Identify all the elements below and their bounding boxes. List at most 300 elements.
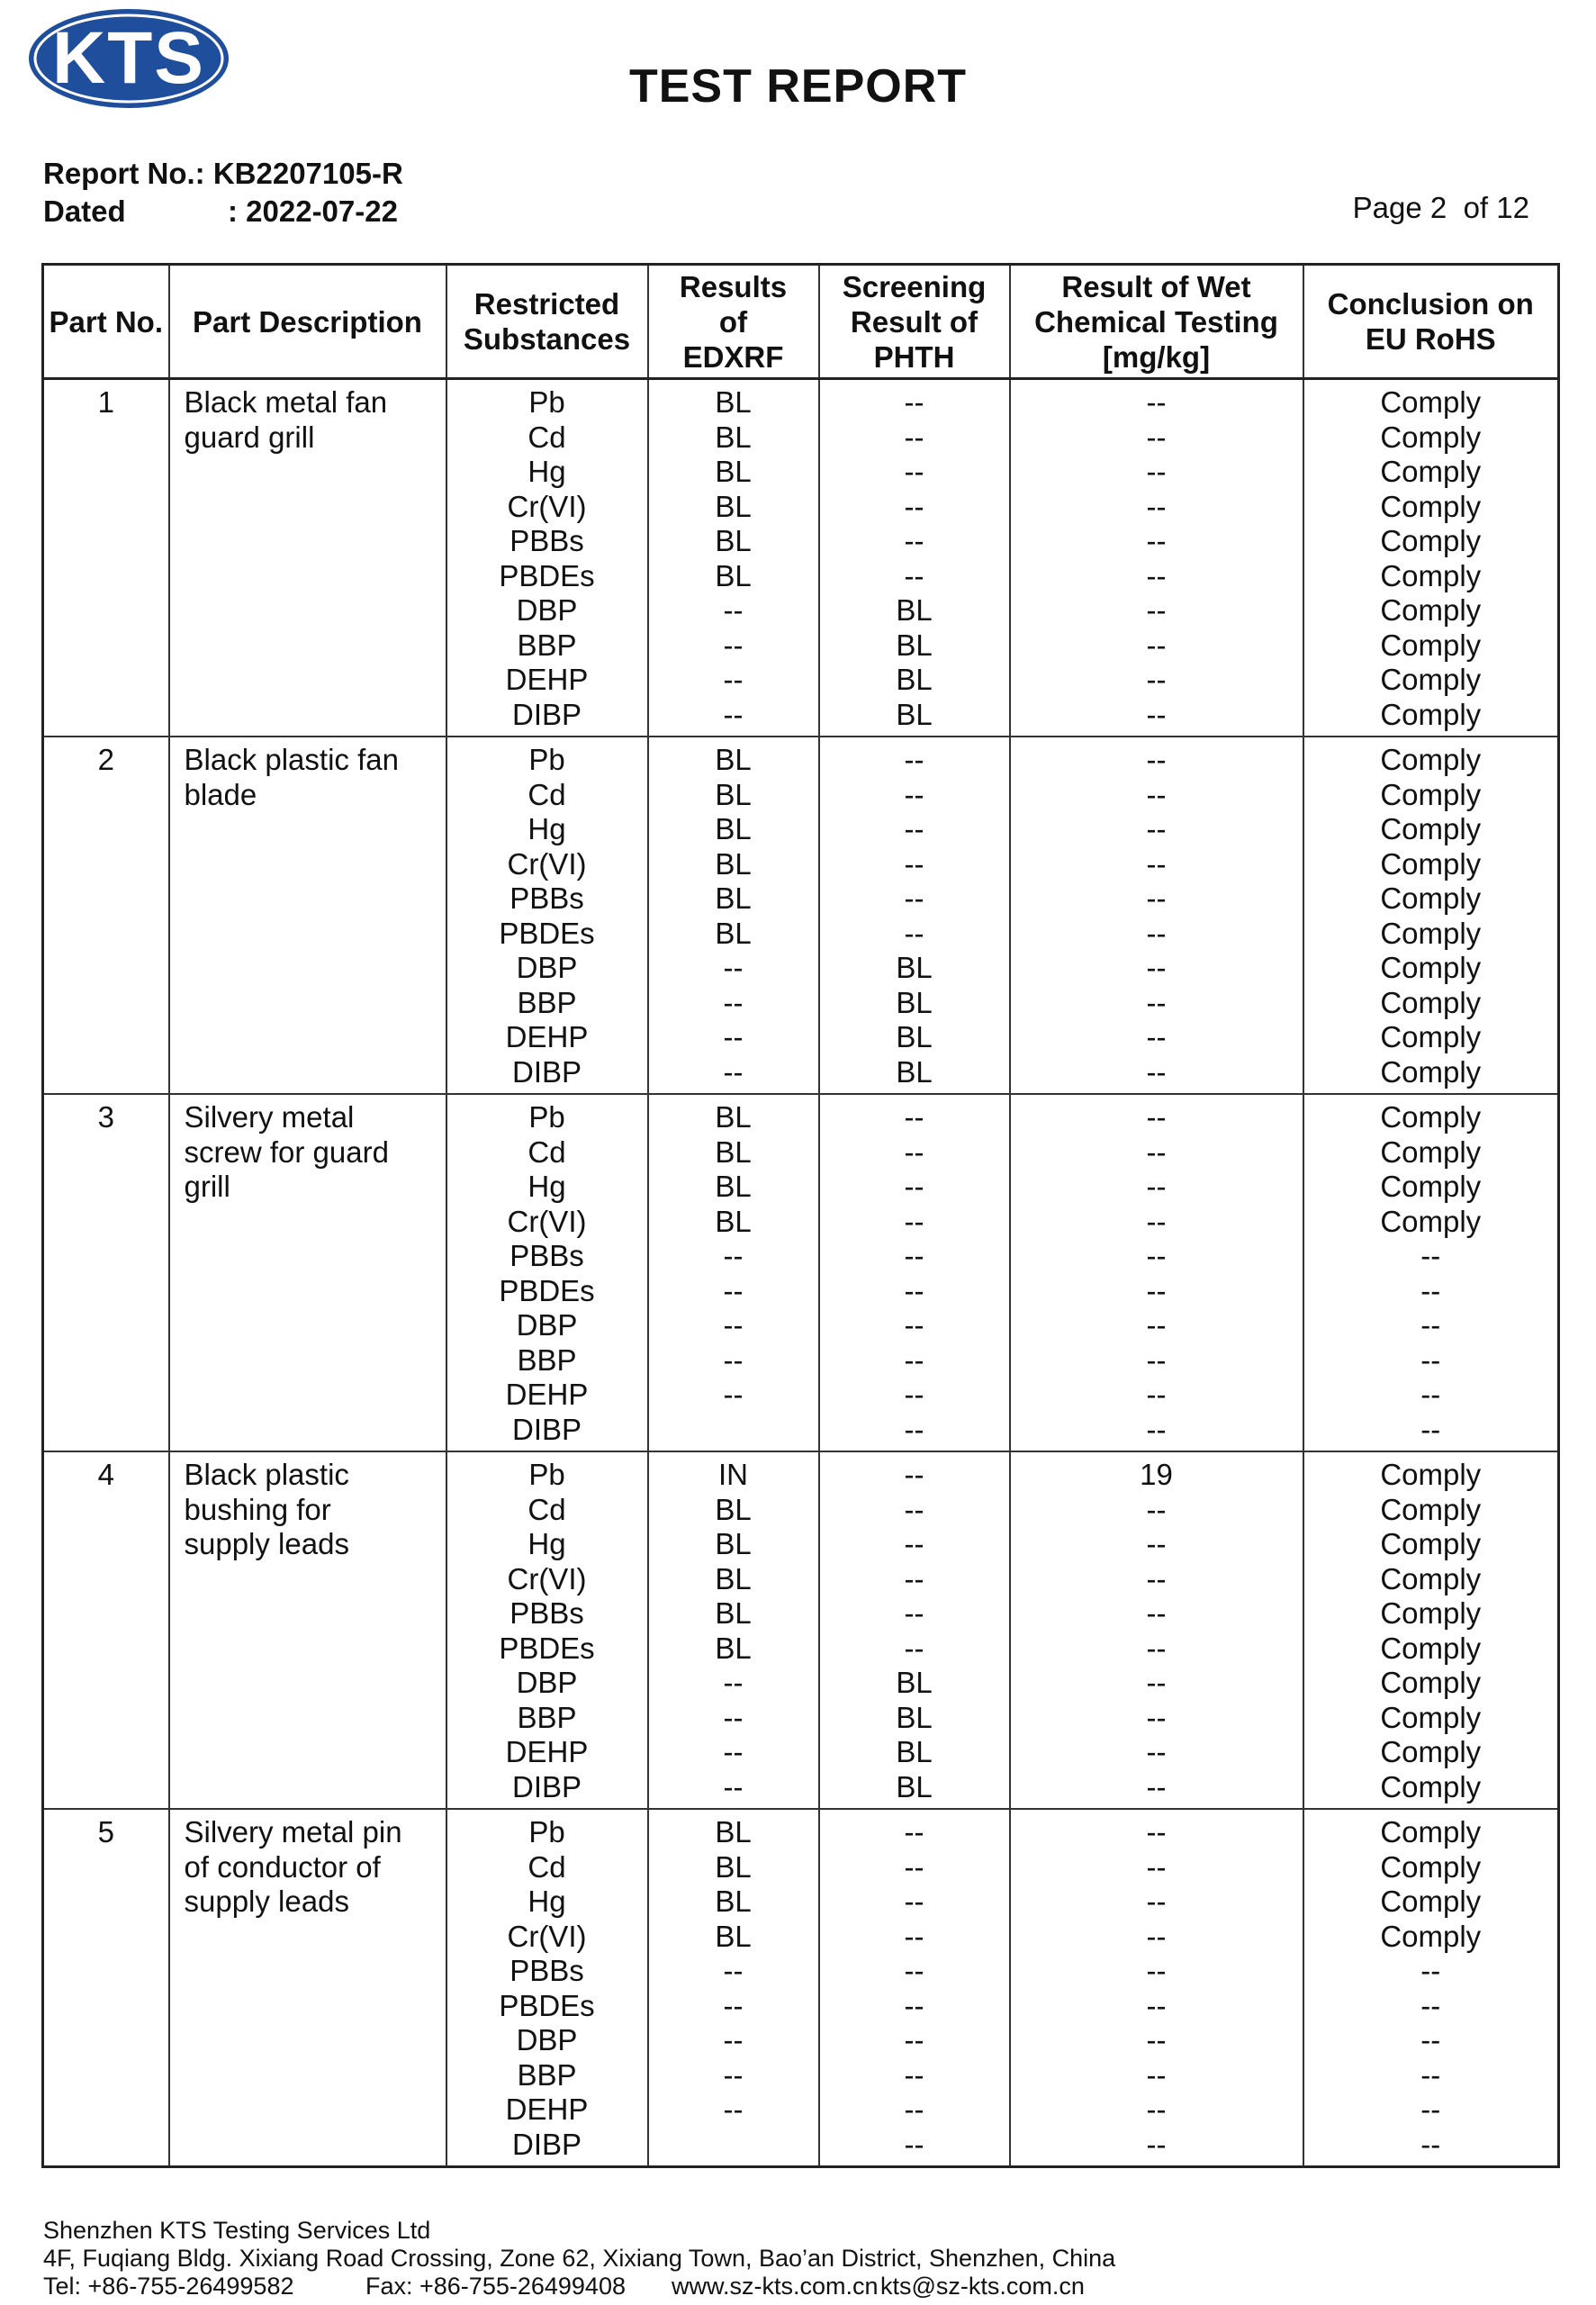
page-of: of bbox=[1463, 191, 1489, 224]
page-label: Page bbox=[1352, 191, 1422, 224]
phth-result: BL bbox=[896, 1054, 933, 1089]
edxrf-result: BL bbox=[715, 881, 752, 915]
part-no-cell: 4 bbox=[43, 1451, 169, 1809]
edxrf-result: BL bbox=[715, 1527, 752, 1560]
conclusion: Comply bbox=[1380, 593, 1482, 627]
dated-value: : 2022-07-22 bbox=[228, 194, 398, 228]
phth-result: -- bbox=[904, 777, 924, 811]
substance: DBP bbox=[516, 951, 578, 984]
conclusion: Comply bbox=[1380, 628, 1482, 662]
phth-result: -- bbox=[904, 1378, 924, 1411]
col-header-restricted-substances: Restricted Substances bbox=[446, 265, 648, 379]
substance: BBP bbox=[517, 1700, 577, 1734]
wet-chem-result: -- bbox=[1146, 743, 1167, 776]
conclusion: Comply bbox=[1380, 697, 1482, 731]
substance: DEHP bbox=[505, 1378, 589, 1411]
phth-result: -- bbox=[904, 455, 924, 488]
wet-chem-result: -- bbox=[1146, 1666, 1167, 1699]
phth-result: -- bbox=[904, 881, 924, 915]
edxrf-result: -- bbox=[723, 951, 744, 984]
wet-chem-result: -- bbox=[1146, 1239, 1167, 1272]
edxrf-result: -- bbox=[723, 1954, 744, 1987]
phth-result: -- bbox=[904, 385, 924, 419]
wet-chem-result: -- bbox=[1146, 2093, 1167, 2126]
wet-chem-result: -- bbox=[1146, 1700, 1167, 1734]
edxrf-result: -- bbox=[723, 697, 744, 731]
wet-chem-result: -- bbox=[1146, 1273, 1167, 1307]
substance-cell bbox=[446, 1809, 648, 2167]
substance: DBP bbox=[516, 2023, 578, 2056]
substance-cell bbox=[446, 1451, 648, 1809]
wet-chem-result: -- bbox=[1146, 812, 1167, 845]
conclusion: Comply bbox=[1380, 558, 1482, 592]
wet-chem-result: -- bbox=[1146, 1100, 1167, 1134]
wet-chem-result: -- bbox=[1146, 593, 1167, 627]
substance: PBBs bbox=[509, 524, 584, 557]
phth-result-cell bbox=[819, 1094, 1010, 1451]
conclusion: Comply bbox=[1380, 1020, 1482, 1053]
substance: Hg bbox=[527, 1170, 566, 1203]
substance: BBP bbox=[517, 985, 577, 1019]
phth-result: BL bbox=[896, 985, 933, 1019]
phth-result: -- bbox=[904, 1342, 924, 1377]
table-row bbox=[43, 379, 1559, 737]
part-description-line: Silvery metal bbox=[184, 1100, 355, 1134]
conclusion: -- bbox=[1420, 1308, 1441, 1342]
col-header-conclusion: Conclusion on EU RoHS bbox=[1303, 265, 1559, 379]
wet-chem-result: -- bbox=[1146, 2057, 1167, 2092]
edxrf-result: BL bbox=[715, 524, 752, 557]
substance: Pb bbox=[528, 385, 565, 419]
edxrf-result: -- bbox=[723, 2057, 744, 2092]
edxrf-result: BL bbox=[715, 1170, 752, 1203]
phth-result: -- bbox=[904, 916, 924, 950]
conclusion: Comply bbox=[1380, 1735, 1482, 1768]
substance: DIBP bbox=[511, 1769, 582, 1803]
wet-chem-result: -- bbox=[1146, 1735, 1167, 1768]
edxrf-result-cell bbox=[648, 379, 819, 737]
wet-chem-result: -- bbox=[1146, 1378, 1167, 1411]
table-row bbox=[43, 1809, 1559, 2167]
substance: DEHP bbox=[505, 1020, 589, 1053]
footer-address: 4F, Fuqiang Bldg. Xixiang Road Crossing, Zone 62, Xixiang Town, Bao’an District, Shenzhen, China bbox=[43, 2245, 1116, 2272]
conclusion: Comply bbox=[1380, 1596, 1482, 1630]
phth-result-cell bbox=[819, 379, 1010, 737]
part-description-cell bbox=[169, 1451, 446, 1809]
conclusion: -- bbox=[1420, 1988, 1441, 2022]
edxrf-result: BL bbox=[715, 1204, 752, 1238]
edxrf-result: -- bbox=[723, 1273, 744, 1307]
substance: Cr(VI) bbox=[507, 846, 587, 881]
conclusion: Comply bbox=[1380, 1204, 1482, 1238]
wet-chem-result: -- bbox=[1146, 455, 1167, 488]
conclusion: Comply bbox=[1380, 1458, 1482, 1491]
edxrf-result: BL bbox=[715, 1631, 752, 1665]
edxrf-result: -- bbox=[723, 1378, 744, 1411]
phth-result: BL bbox=[896, 1020, 933, 1053]
wet-chem-result: -- bbox=[1146, 846, 1167, 881]
conclusion: Comply bbox=[1380, 1919, 1482, 1953]
conclusion: Comply bbox=[1380, 1815, 1482, 1849]
col-header-phth: Screening Result of PHTH bbox=[819, 265, 1010, 379]
wet-chem-result: -- bbox=[1146, 1527, 1167, 1560]
conclusion: Comply bbox=[1380, 1700, 1482, 1734]
substance: Cr(VI) bbox=[507, 1204, 587, 1238]
part-description-cell bbox=[169, 379, 446, 737]
substance: PBDEs bbox=[499, 916, 595, 950]
phth-result: BL bbox=[896, 593, 933, 627]
edxrf-result: BL bbox=[715, 1596, 752, 1630]
phth-result: -- bbox=[904, 743, 924, 776]
part-description-line: bushing for bbox=[184, 1492, 331, 1526]
wet-chem-result: -- bbox=[1146, 1020, 1167, 1053]
edxrf-result: BL bbox=[715, 489, 752, 523]
conclusion: Comply bbox=[1380, 385, 1482, 419]
edxrf-result: -- bbox=[723, 985, 744, 1019]
edxrf-result: BL bbox=[715, 1492, 752, 1526]
substance: Hg bbox=[527, 1527, 566, 1560]
substance: DIBP bbox=[511, 697, 582, 731]
edxrf-result-cell bbox=[648, 1809, 819, 2167]
page-total: 12 bbox=[1496, 191, 1529, 224]
part-description-line: screw for guard bbox=[184, 1134, 389, 1169]
wet-chem-result: -- bbox=[1146, 385, 1167, 419]
footer-email-link[interactable]: kts@sz-kts.com.cn bbox=[880, 2273, 1085, 2300]
substance: Cd bbox=[527, 1134, 566, 1169]
wet-chem-result: -- bbox=[1146, 1308, 1167, 1342]
substance: DIBP bbox=[511, 1054, 582, 1089]
substance: PBDEs bbox=[499, 1631, 595, 1665]
substance: PBBs bbox=[509, 1239, 584, 1272]
conclusion: Comply bbox=[1380, 1769, 1482, 1803]
col-header-part-no: Part No. bbox=[43, 265, 169, 379]
edxrf-result: -- bbox=[723, 1988, 744, 2022]
wet-chem-result: -- bbox=[1146, 2127, 1167, 2161]
substance: Cr(VI) bbox=[507, 1919, 587, 1953]
part-description-line: guard grill bbox=[184, 420, 315, 454]
conclusion: Comply bbox=[1380, 420, 1482, 454]
phth-result: -- bbox=[904, 1204, 924, 1238]
part-description-cell bbox=[169, 1094, 446, 1451]
phth-result: BL bbox=[896, 1769, 933, 1803]
conclusion: Comply bbox=[1380, 743, 1482, 776]
conclusion: Comply bbox=[1380, 455, 1482, 488]
wet-chem-result: 19 bbox=[1140, 1458, 1173, 1491]
substance: Cd bbox=[527, 420, 566, 454]
conclusion: -- bbox=[1420, 1273, 1441, 1307]
wet-chem-result: -- bbox=[1146, 1815, 1167, 1849]
phth-result: -- bbox=[904, 1954, 924, 1987]
conclusion: Comply bbox=[1380, 1561, 1482, 1595]
substance: DIBP bbox=[511, 2127, 582, 2161]
part-description-line: Black plastic fan bbox=[184, 743, 399, 776]
wet-chem-result-cell bbox=[1010, 1094, 1303, 1451]
wet-chem-result: -- bbox=[1146, 2023, 1167, 2056]
substance: DIBP bbox=[511, 1412, 582, 1446]
substance: BBP bbox=[517, 1342, 577, 1377]
edxrf-result-cell bbox=[648, 1451, 819, 1809]
edxrf-result: BL bbox=[715, 743, 752, 776]
wet-chem-result: -- bbox=[1146, 1885, 1167, 1918]
substance: Cr(VI) bbox=[507, 1561, 587, 1595]
table-row bbox=[43, 1451, 1559, 1809]
phth-result-cell bbox=[819, 1451, 1010, 1809]
phth-result: BL bbox=[896, 951, 933, 984]
substance: DBP bbox=[516, 1308, 578, 1342]
wet-chem-result: -- bbox=[1146, 489, 1167, 523]
conclusion: Comply bbox=[1380, 524, 1482, 557]
phth-result: -- bbox=[904, 1919, 924, 1953]
wet-chem-result: -- bbox=[1146, 1204, 1167, 1238]
page-indicator bbox=[1353, 191, 1529, 225]
phth-result: -- bbox=[904, 846, 924, 881]
conclusion: Comply bbox=[1380, 1666, 1482, 1699]
wet-chem-result: -- bbox=[1146, 951, 1167, 984]
phth-result: -- bbox=[904, 1308, 924, 1342]
substance: Pb bbox=[528, 1100, 565, 1134]
wet-chem-result: -- bbox=[1146, 1954, 1167, 1987]
substance: Pb bbox=[528, 1458, 565, 1491]
edxrf-result bbox=[649, 2128, 818, 2163]
phth-result: -- bbox=[904, 1631, 924, 1665]
edxrf-result: -- bbox=[723, 1769, 744, 1803]
part-description-line: grill bbox=[184, 1170, 230, 1203]
edxrf-result: BL bbox=[715, 455, 752, 488]
phth-result: BL bbox=[896, 697, 933, 731]
footer-website-link[interactable]: www.sz-kts.com.cn bbox=[672, 2273, 879, 2300]
conclusion: -- bbox=[1420, 2093, 1441, 2126]
edxrf-result: -- bbox=[723, 663, 744, 696]
substance: DBP bbox=[516, 593, 578, 627]
part-description-line: Black metal fan bbox=[184, 385, 388, 419]
conclusion: Comply bbox=[1380, 916, 1482, 950]
wet-chem-result: -- bbox=[1146, 420, 1167, 454]
conclusion-cell bbox=[1303, 1809, 1559, 2167]
edxrf-result: BL bbox=[715, 1919, 752, 1953]
phth-result: -- bbox=[904, 812, 924, 845]
phth-result: -- bbox=[904, 1412, 924, 1446]
edxrf-result: BL bbox=[715, 558, 752, 592]
substance: Cd bbox=[527, 1492, 566, 1526]
phth-result: -- bbox=[904, 2057, 924, 2092]
phth-result: -- bbox=[904, 1596, 924, 1630]
part-no-cell: 2 bbox=[43, 737, 169, 1094]
phth-result: -- bbox=[904, 1458, 924, 1491]
substance: DEHP bbox=[505, 1735, 589, 1768]
wet-chem-result: -- bbox=[1146, 1412, 1167, 1446]
edxrf-result: -- bbox=[723, 2093, 744, 2126]
phth-result: -- bbox=[904, 558, 924, 592]
conclusion: Comply bbox=[1380, 489, 1482, 523]
part-no-cell: 5 bbox=[43, 1809, 169, 2167]
part-description-line: supply leads bbox=[184, 1527, 349, 1560]
substance: DEHP bbox=[505, 2093, 589, 2126]
phth-result: -- bbox=[904, 524, 924, 557]
conclusion: -- bbox=[1420, 2057, 1441, 2092]
phth-result: BL bbox=[896, 1700, 933, 1734]
col-header-wet-chemical: Result of Wet Chemical Testing [mg/kg] bbox=[1010, 265, 1303, 379]
edxrf-result: BL bbox=[715, 1100, 752, 1134]
edxrf-result: -- bbox=[723, 1020, 744, 1053]
substance: PBDEs bbox=[499, 558, 595, 592]
conclusion: Comply bbox=[1380, 1100, 1482, 1134]
wet-chem-result-cell bbox=[1010, 1451, 1303, 1809]
part-description-cell bbox=[169, 737, 446, 1094]
wet-chem-result: -- bbox=[1146, 558, 1167, 592]
edxrf-result: BL bbox=[715, 420, 752, 454]
footer-company: Shenzhen KTS Testing Services Ltd bbox=[43, 2217, 431, 2244]
edxrf-result: BL bbox=[715, 1561, 752, 1595]
edxrf-result: -- bbox=[723, 1735, 744, 1768]
wet-chem-result: -- bbox=[1146, 916, 1167, 950]
wet-chem-result: -- bbox=[1146, 1988, 1167, 2022]
edxrf-result: -- bbox=[723, 2023, 744, 2056]
wet-chem-result: -- bbox=[1146, 1849, 1167, 1884]
logo-text: KTS bbox=[52, 17, 205, 99]
wet-chem-result: -- bbox=[1146, 1631, 1167, 1665]
edxrf-result: BL bbox=[715, 1134, 752, 1169]
report-meta bbox=[43, 155, 403, 230]
wet-chem-result: -- bbox=[1146, 777, 1167, 811]
wet-chem-result: -- bbox=[1146, 697, 1167, 731]
wet-chem-result: -- bbox=[1146, 628, 1167, 662]
phth-result: -- bbox=[904, 1100, 924, 1134]
substance: Cd bbox=[527, 1849, 566, 1884]
conclusion: Comply bbox=[1380, 812, 1482, 845]
phth-result: -- bbox=[904, 1527, 924, 1560]
conclusion: Comply bbox=[1380, 663, 1482, 696]
wet-chem-result-cell bbox=[1010, 737, 1303, 1094]
conclusion: Comply bbox=[1380, 1054, 1482, 1089]
edxrf-result: BL bbox=[715, 1849, 752, 1884]
phth-result: -- bbox=[904, 1134, 924, 1169]
edxrf-result: -- bbox=[723, 628, 744, 662]
substance: DBP bbox=[516, 1666, 578, 1699]
footer-tel: Tel: +86-755-26499582 bbox=[43, 2273, 294, 2300]
phth-result: -- bbox=[904, 1170, 924, 1203]
wet-chem-result: -- bbox=[1146, 881, 1167, 915]
substance: PBBs bbox=[509, 1596, 584, 1630]
conclusion: Comply bbox=[1380, 1885, 1482, 1918]
wet-chem-result: -- bbox=[1146, 1134, 1167, 1169]
phth-result: -- bbox=[904, 1492, 924, 1526]
substance: PBBs bbox=[509, 881, 584, 915]
phth-result: BL bbox=[896, 663, 933, 696]
wet-chem-result-cell bbox=[1010, 379, 1303, 737]
conclusion: Comply bbox=[1380, 1527, 1482, 1560]
edxrf-result: -- bbox=[723, 1054, 744, 1089]
table-row bbox=[43, 1094, 1559, 1451]
phth-result: -- bbox=[904, 1239, 924, 1272]
conclusion: Comply bbox=[1380, 1631, 1482, 1665]
part-description-line: of conductor of bbox=[184, 1849, 381, 1884]
col-header-part-description: Part Description bbox=[169, 265, 446, 379]
part-description-line: supply leads bbox=[184, 1885, 349, 1918]
substance: Hg bbox=[527, 812, 566, 845]
edxrf-result: -- bbox=[723, 593, 744, 627]
substance: BBP bbox=[517, 2057, 577, 2092]
conclusion: Comply bbox=[1380, 777, 1482, 811]
edxrf-result-cell bbox=[648, 1094, 819, 1451]
substance: Cr(VI) bbox=[507, 489, 587, 523]
substance: Cd bbox=[527, 777, 566, 811]
conclusion: Comply bbox=[1380, 1134, 1482, 1169]
edxrf-result: BL bbox=[715, 846, 752, 881]
edxrf-result: -- bbox=[723, 1342, 744, 1377]
report-title: TEST REPORT bbox=[628, 60, 968, 113]
conclusion-cell bbox=[1303, 1094, 1559, 1451]
edxrf-result: -- bbox=[723, 1700, 744, 1734]
substance: PBDEs bbox=[499, 1273, 595, 1307]
substance: PBDEs bbox=[499, 1988, 595, 2022]
edxrf-result: IN bbox=[718, 1458, 748, 1491]
substance: DEHP bbox=[505, 663, 589, 696]
edxrf-result: BL bbox=[715, 777, 752, 811]
phth-result: -- bbox=[904, 1849, 924, 1884]
edxrf-result: BL bbox=[715, 916, 752, 950]
edxrf-result: -- bbox=[723, 1239, 744, 1272]
edxrf-result: BL bbox=[715, 1885, 752, 1918]
substance-cell bbox=[446, 379, 648, 737]
part-no-cell: 3 bbox=[43, 1094, 169, 1451]
substance: Pb bbox=[528, 743, 565, 776]
phth-result: -- bbox=[904, 489, 924, 523]
col-header-edxrf: Results of EDXRF bbox=[648, 265, 819, 379]
wet-chem-result: -- bbox=[1146, 1342, 1167, 1377]
conclusion: Comply bbox=[1380, 846, 1482, 881]
phth-result: -- bbox=[904, 1273, 924, 1307]
wet-chem-result: -- bbox=[1146, 1919, 1167, 1953]
wet-chem-result: -- bbox=[1146, 1054, 1167, 1089]
conclusion-cell bbox=[1303, 379, 1559, 737]
substance-cell bbox=[446, 737, 648, 1094]
phth-result: -- bbox=[904, 1815, 924, 1849]
edxrf-result: BL bbox=[715, 385, 752, 419]
dated-label: Dated bbox=[43, 194, 126, 228]
phth-result-cell bbox=[819, 737, 1010, 1094]
phth-result: -- bbox=[904, 2093, 924, 2126]
phth-result: BL bbox=[896, 628, 933, 662]
edxrf-result: -- bbox=[723, 1308, 744, 1342]
edxrf-result: BL bbox=[715, 812, 752, 845]
conclusion: -- bbox=[1420, 1954, 1441, 1987]
report-no: KB2207105-R bbox=[212, 157, 403, 190]
results-table bbox=[41, 263, 1560, 2168]
edxrf-result-cell bbox=[648, 737, 819, 1094]
phth-result: -- bbox=[904, 1561, 924, 1595]
conclusion: -- bbox=[1420, 2023, 1441, 2056]
conclusion: Comply bbox=[1380, 1170, 1482, 1203]
phth-result-cell bbox=[819, 1809, 1010, 2167]
page-footer bbox=[43, 2217, 1115, 2300]
substance-cell bbox=[446, 1094, 648, 1451]
conclusion: -- bbox=[1420, 1342, 1441, 1377]
conclusion-cell bbox=[1303, 1451, 1559, 1809]
conclusion: Comply bbox=[1380, 881, 1482, 915]
phth-result: -- bbox=[904, 1988, 924, 2022]
wet-chem-result: -- bbox=[1146, 1561, 1167, 1595]
phth-result: BL bbox=[896, 1666, 933, 1699]
wet-chem-result: -- bbox=[1146, 524, 1167, 557]
conclusion: -- bbox=[1420, 1378, 1441, 1411]
conclusion: -- bbox=[1420, 2127, 1441, 2161]
wet-chem-result: -- bbox=[1146, 1769, 1167, 1803]
table-header-row bbox=[43, 265, 1559, 379]
wet-chem-result: -- bbox=[1146, 985, 1167, 1019]
wet-chem-result: -- bbox=[1146, 1596, 1167, 1630]
substance: Hg bbox=[527, 1885, 566, 1918]
substance: Pb bbox=[528, 1815, 565, 1849]
